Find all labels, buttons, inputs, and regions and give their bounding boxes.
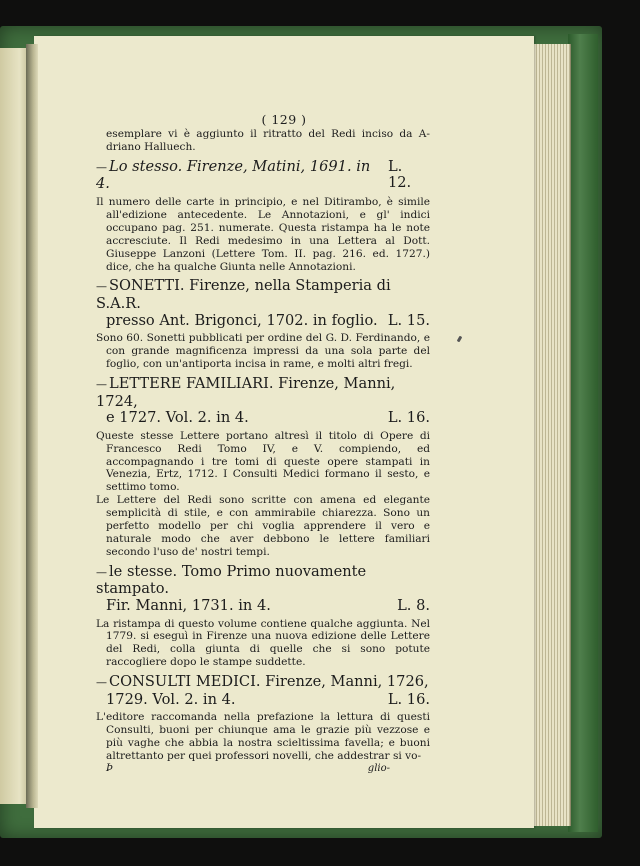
entry-price: L. 12. — [387, 157, 412, 192]
entry-title-line — [96, 564, 430, 598]
entry-dash: — — [96, 280, 107, 294]
entry-description: L'editore raccomanda nella prefazione la lettura di questi Consulti, buoni per chiunque ama le grazie più vezzose e più vaghe che abbia la nostra scieltissima favella; e buoni altrettanto per quei professori novelli, che addestrar si vo- — [96, 711, 430, 763]
entry-title: CONSULTI MEDICI. Firenze, Manni, 1726, — [109, 673, 429, 691]
entry-heading — [96, 278, 430, 329]
book-gutter — [26, 44, 38, 808]
entry-dash: — — [96, 377, 107, 391]
page-footer — [96, 763, 430, 774]
entry-price: L. 15. — [387, 311, 430, 329]
entry-description: Sono 60. Sonetti pubblicati per ordine del G. D. Ferdinando, e con grande magnificenza impressi da una sola parte del foglio, con un'antiporta incisa in rame, e molti altri fregi. — [96, 332, 430, 371]
entry-title: SONETTI. Firenze, nella Stamperia di S.A.R. — [96, 277, 391, 313]
page-number: ( 129 ) — [261, 112, 307, 127]
signature-mark: Ϸ — [106, 763, 113, 774]
entry-title: Lo stesso. Firenze, Matini, 1691. in 4. — [96, 157, 371, 193]
entry-heading — [96, 376, 430, 427]
entry-heading — [96, 674, 430, 708]
entry-heading — [96, 564, 430, 615]
entry-dash: — — [96, 676, 107, 690]
entry-title-cont: e 1727. Vol. 2. in 4. — [106, 409, 249, 427]
entry-title-cont: presso Ant. Brigonci, 1702. in foglio. — [106, 311, 378, 329]
entry-title: LETTERE FAMILIARI. Firenze, Manni, 1724, — [96, 374, 396, 410]
entry-description: La ristampa di questo volume contiene qualche aggiunta. Nel 1779. si eseguì in Firenze una nuova edizione delle Lettere del Redi, colla giunta di quelle che si sono potute raccogliere dopo le stampe suddette. — [96, 617, 430, 669]
entry-title-cont: Fir. Manni, 1731. in 4. — [106, 596, 271, 614]
entry-description: Le Lettere del Redi sono scritte con amena ed elegante semplicità di stile, e con ammirabile chiarezza. Sono un perfetto modello per chi voglia apprendere il vero e naturale modo che aver debbono le lettere familiari secondo l'uso de' nostri tempi. — [96, 494, 430, 558]
entry-price: L. 16. — [387, 409, 430, 427]
entry-heading — [96, 159, 430, 193]
entry-description: Queste stesse Lettere portano altresì il titolo di Opere di Francesco Redi Tomo IV, e V. compiendo, ed accompagnando i tre tomi di queste opere stampati in Venezia, Ertz, 1712. I Consulti Medici formano il sesto, e settimo tomo. — [96, 429, 430, 494]
entry-price: L. 16. — [387, 690, 430, 708]
entry-title-line — [96, 692, 430, 709]
entry-description: Il numero delle carte in principio, e nel Ditirambo, è simile all'edizione antecedente. Le Annotazioni, e gl' indici occupano pag. 251. numerate. Questa ristampa ha le note accresciute. Il Redi medesimo in una Lettera al Dott. Giuseppe Lanzoni (Lettere Tom. II. pag. 216. ed. 1727.) dice, che ha qualche Giunta nelle Annotazioni. — [96, 196, 430, 273]
entry-title-line — [96, 278, 430, 312]
continued-text: esemplare vi è aggiunto il ritratto del Redi inciso da A-driano Halluech. — [106, 128, 430, 153]
entry-title-cont: 1729. Vol. 2. in 4. — [106, 690, 236, 708]
entry-dash: — — [96, 565, 107, 579]
entry-title-line — [96, 598, 430, 615]
entry-title: le stesse. Tomo Primo nuovamente stampato. — [96, 562, 367, 598]
entry-title-line — [96, 376, 430, 410]
entry-dash: — — [96, 160, 107, 174]
entry-price: L. 8. — [397, 596, 430, 614]
entry-title-line — [96, 313, 430, 330]
cover-spine-edge — [568, 34, 598, 832]
catchword: glio- — [367, 763, 390, 774]
book-page — [34, 36, 534, 828]
facing-page — [0, 48, 28, 804]
page-text — [96, 128, 430, 774]
page-edges — [528, 44, 571, 826]
entry-title-line — [96, 674, 430, 692]
entry-title-line — [96, 410, 430, 427]
